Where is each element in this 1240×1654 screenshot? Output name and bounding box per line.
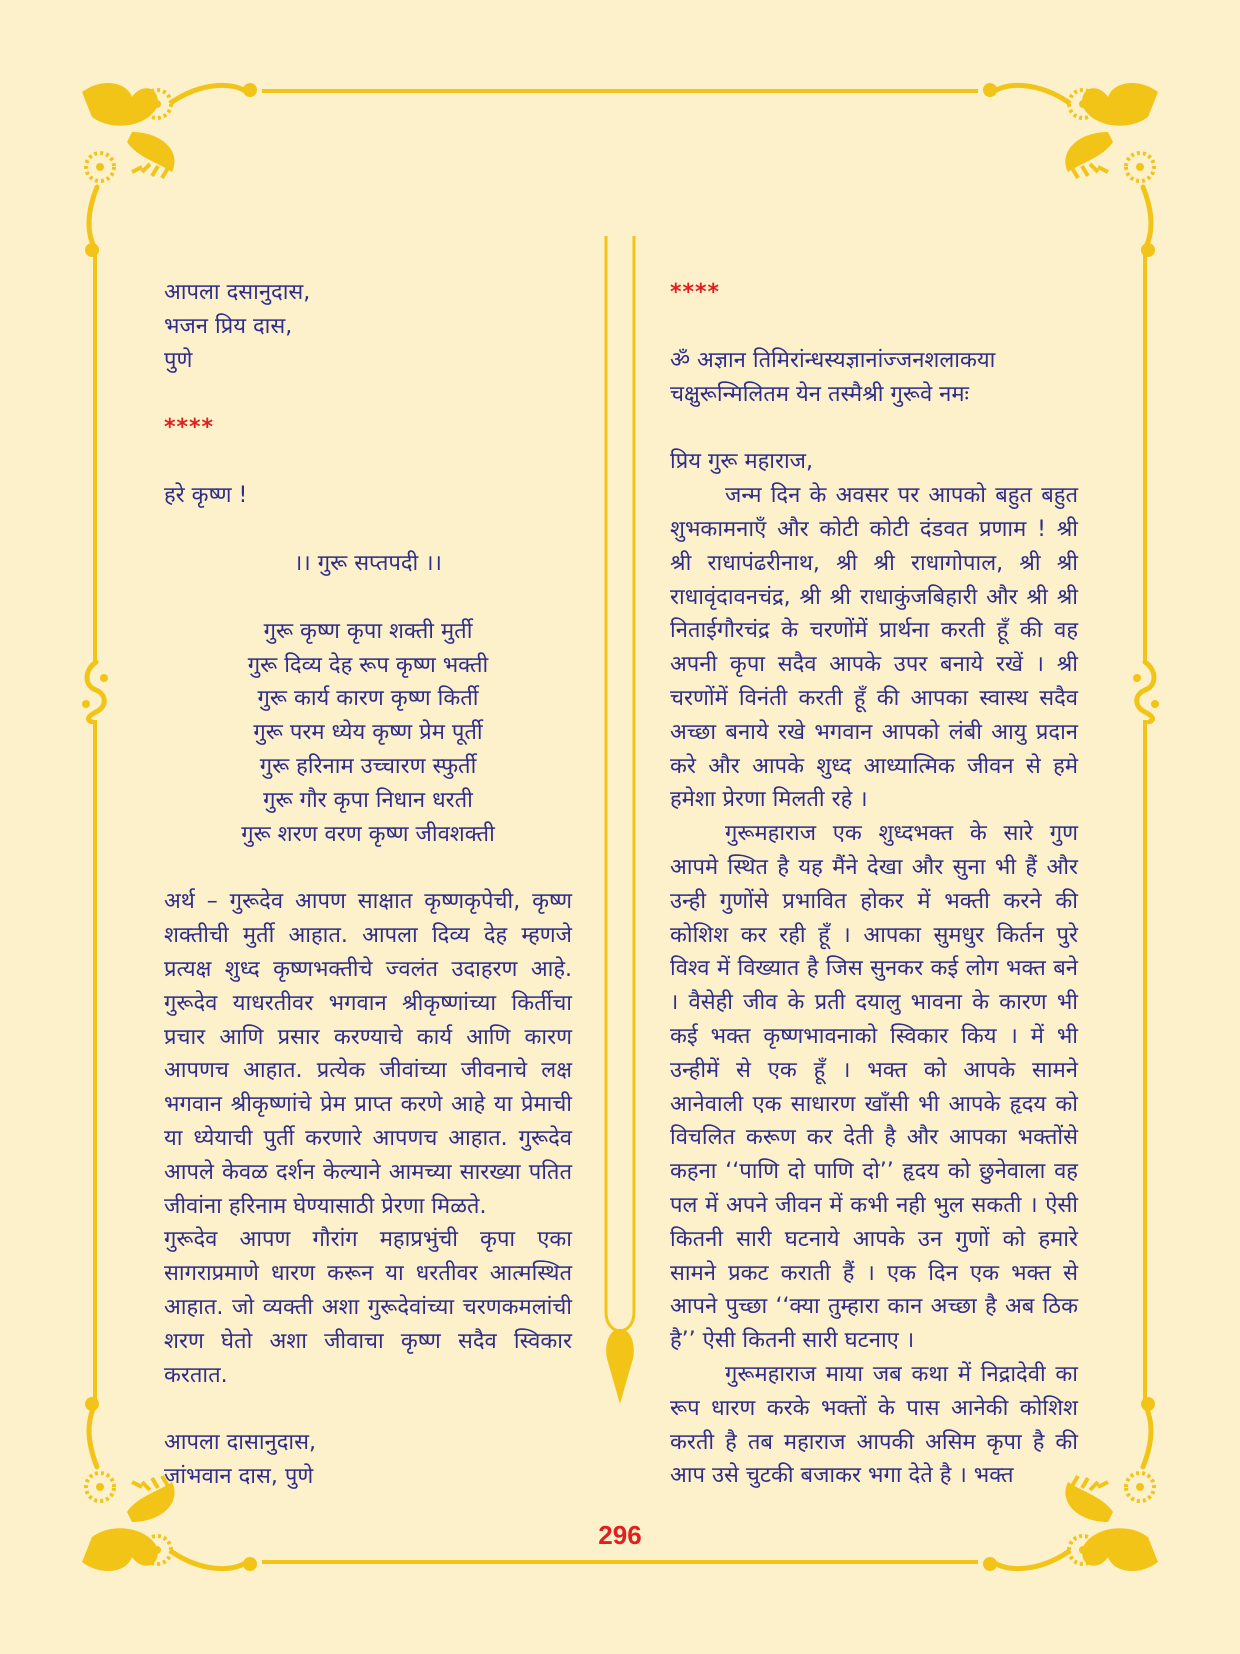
page-number: 296 xyxy=(598,1520,642,1550)
salutation: प्रिय गुरू महाराज, xyxy=(670,449,813,475)
top-right-corner-ornament xyxy=(978,72,1168,262)
column-divider-pendant xyxy=(598,232,642,1412)
left-side-curl-ornament xyxy=(78,660,114,724)
signature-place: पुणे xyxy=(164,347,193,373)
poem-line: गुरू कार्य कारण कृष्ण किर्ती xyxy=(257,686,479,712)
signature-name: जांभवान दास, पुणे xyxy=(164,1464,314,1490)
top-left-corner-ornament xyxy=(72,72,262,262)
poem-line: गुरू हरिनाम उच्चारण स्फुर्ती xyxy=(259,753,477,779)
signature-name: भजन प्रिय दास, xyxy=(164,313,293,339)
poem-line: गुरू दिव्य देह रूप कृष्ण भक्ती xyxy=(247,652,489,678)
poem-line: गुरू परम ध्येय कृष्ण प्रेम पूर्ती xyxy=(253,720,483,746)
poem-title: ।। गुरू सप्तपदी ।। xyxy=(294,550,442,576)
meaning-paragraph: अर्थ – गुरूदेव आपण साक्षात कृष्णकृपेची, कृष्ण शक्तीची मुर्ती आहात. आपला दिव्य देह म्हणजे प्रत्यक्ष शुध्द कृष्णभक्तीचे ज्वलंत उदाहरण आहे. गुरूदेव याधरतीवर भगवान श्रीकृष्णांच्या किर्तीचा प्रचार आणि प्रसार करण्याचे कार्य आणि कारण आपणच आहात. प्रत्येक जीवांच्या जीवनाचे लक्ष भगवान श्रीकृष्णांचे प्रेम प्राप्त करणे आहे या प्रेमाची या ध्येयाची पुर्ती करणारे आपणच आहात. गुरूदेव आपले केवळ दर्शन केल्याने आमच्या सारख्या पतित जीवांना हरिनाम घेण्यासाठी प्रेरणा मिळते. xyxy=(164,889,572,1219)
greeting: हरे कृष्ण ! xyxy=(164,483,248,509)
bottom-border-line xyxy=(262,1560,978,1564)
mantra-line: ॐ अज्ञान तिमिरांन्धस्यज्ञानांज्जनशलाकया xyxy=(670,347,996,373)
right-side-curl-ornament xyxy=(1127,660,1163,724)
letter-paragraph: जन्म दिन के अवसर पर आपको बहुत बहुत शुभकामनाएँ और कोटी कोटी दंडवत प्रणाम ! श्री श्री राधापंढरीनाथ, श्री श्री राधागोपाल, श्री श्री राधावृंदावनचंद्र, श्री श्री राधाकुंजबिहारी और श्री श्री निताईगौरचंद्र के चरणोंमें प्रार्थना करती हूँ की वह अपनी कृपा सदैव आपके उपर बनाये रखें । श्री चरणोंमें विनंती करती हूँ की आपका स्वास्थ सदैव अच्छा बनाये रखे भगवान आपको लंबी आयु प्रदान करे और आपके शुध्द आध्यात्मिक जीवन से हमे हमेशा प्रेरणा मिलती रहे । xyxy=(670,483,1078,813)
poem-line: गुरू कृष्ण कृपा शक्ती मुर्ती xyxy=(263,618,473,644)
left-border-line-lower xyxy=(93,720,97,1404)
right-border-line-lower xyxy=(1143,720,1147,1404)
section-separator: **** xyxy=(670,280,721,305)
signature-closing: आपला दासानुदास, xyxy=(164,1430,316,1456)
section-separator: **** xyxy=(164,415,215,441)
signature-closing: आपला दसानुदास, xyxy=(164,280,311,305)
right-column xyxy=(670,276,1078,1493)
top-border-line xyxy=(262,89,978,93)
left-column xyxy=(164,276,572,1494)
letter-paragraph: गुरूमहाराज एक शुध्दभक्त के सारे गुण आपमे स्थित है यह मैंने देखा और सुना भी हैं और उन्ही गुणोंसे प्रभावित होकर में भक्ती करने की कोशिश कर रही हूँ । आपका सुमधुर किर्तन पुरे विश्व में विख्यात है जिस सुनकर कई लोग भक्त बने । वैसेही जीव के प्रती दयालु भावना के कारण भी कई भक्त कृष्णभावनाको स्विकार किय । में भी उन्हीमें से एक हूँ । भक्त को आपके सामने आनेवाली एक साधारण खाँसी भी आपके हृदय को विचलित करूण कर देती है और आपका भक्तोंसे कहना ‘‘पाणि दो पाणि दो’’ हृदय को छुनेवाला वह पल में अपने जीवन में कभी नही भुल सकती । ऐसी कितनी सारी घटनाये आपके उन गुणों को हमारे सामने प्रकट कराती हैं । एक दिन एक भक्त से आपने पुच्छा ‘‘क्या तुम्हारा कान अच्छा है अब ठिक है’’ ऐसी कितनी सारी घटनाए । xyxy=(670,821,1078,1354)
mantra-line: चक्षुरून्मिलितम येन तस्मैश्री गुरूवे नमः xyxy=(670,381,969,407)
right-border-line xyxy=(1143,248,1147,663)
poem-line: गुरू शरण वरण कृष्ण जीवशक्ती xyxy=(241,821,495,847)
left-border-line xyxy=(93,248,97,663)
poem-line: गुरू गौर कृपा निधान धरती xyxy=(263,787,473,813)
letter-paragraph: गुरूमहाराज माया जब कथा में निद्रादेवी का रूप धारण करके भक्तों के पास आनेकी कोशिश करती है तब महाराज आपकी असिम कृपा है की आप उसे चुटकी बजाकर भगा देते है । भक्त xyxy=(670,1361,1078,1489)
meaning-paragraph: गुरूदेव आपण गौरांग महाप्रभुंची कृपा एका सागराप्रमाणे धारण करून या धरतीवर आत्मस्थित आहात. जो व्यक्ती अशा गुरूदेवांच्या चरणकमलांची शरण घेतो अशा जीवाचा कृष्ण सदैव स्विकार करतात. xyxy=(164,1227,572,1388)
